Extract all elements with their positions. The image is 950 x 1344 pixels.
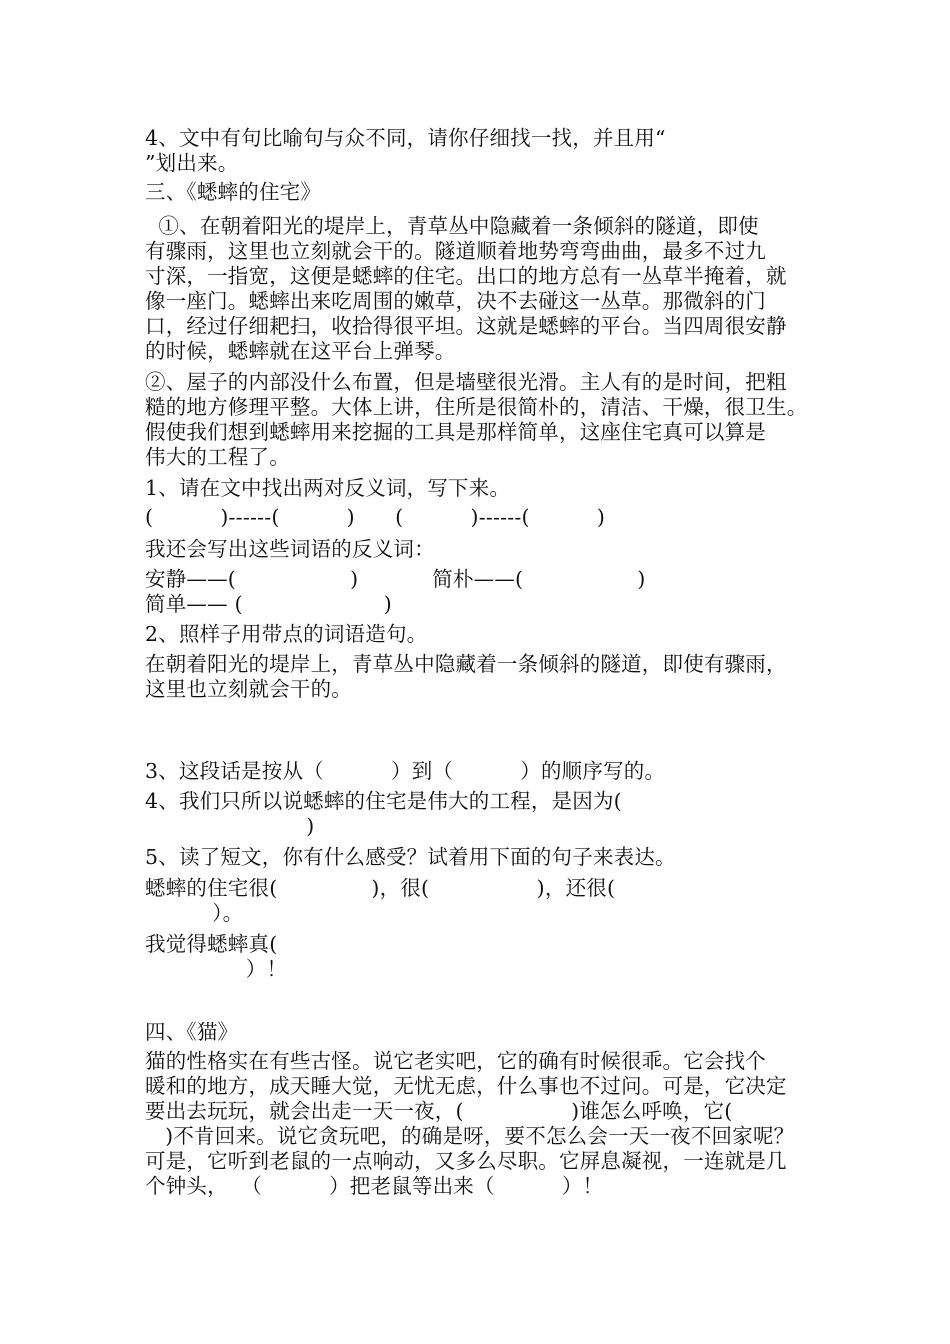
question-5-line-4[interactable]: ）！ xyxy=(145,957,288,981)
passage-line: 的时候，蟋蟀就在这平台上弹琴。 xyxy=(145,339,456,363)
passage-line: 糙的地方修理平整。大体上讲，住所是很简朴的，清洁、干燥，很卫生。 xyxy=(145,395,808,419)
question-3[interactable]: 3、这段话是按从（ ）到（ ）的顺序写的。 xyxy=(145,759,666,783)
question-5-line-2[interactable]: ）。 xyxy=(145,901,244,925)
section-3-heading: 三、《蟋蟀的住宅》 xyxy=(145,180,322,204)
question-5: 5、读了短文，你有什么感受？试着用下面的句子来表达。 xyxy=(145,845,676,869)
passage-line: 寸深，一指宽，这便是蟋蟀的住宅。出口的地方总有一丛草半掩着，就 xyxy=(145,264,787,288)
passage-line: ②、屋子的内部没什么布置，但是墙壁很光滑。主人有的是时间，把粗 xyxy=(145,370,787,394)
passage-line: ①、在朝着阳光的堤岸上，青草丛中隐藏着一条倾斜的隧道，即使 xyxy=(145,214,759,238)
question-2-example-line-2: 这里也立刻就会干的。 xyxy=(145,677,352,701)
passage-line[interactable]: )不肯回来。说它贪玩吧，的确是呀，要不怎么会一天一夜不回家呢？ xyxy=(145,1124,795,1148)
passage-line: 暖和的地方，成天睡大觉，无忧无虑，什么事也不过问。可是，它决定 xyxy=(145,1074,787,1098)
passage-line: 猫的性格实在有些古怪。说它老实吧，它的确有时候很乖。它会找个 xyxy=(145,1049,766,1073)
passage-line: 像一座门。蟋蟀出来吃周围的嫩草，决不去碰这一丛草。那微斜的门 xyxy=(145,289,766,313)
antonym-blanks-row-1[interactable]: 安静——( ) 简朴——( ) xyxy=(145,567,646,591)
antonym-blanks-row-2[interactable]: 简单—— ( ) xyxy=(145,592,392,616)
prev-question-4-line-2: ”划出来。 xyxy=(145,151,239,175)
question-2: 2、照样子用带点的词语造句。 xyxy=(145,622,428,646)
passage-line: 有骤雨，这里也立刻就会干的。隧道顺着地势弯弯曲曲，最多不过九 xyxy=(145,239,766,263)
section-4-heading: 四、《猫》 xyxy=(145,1020,239,1044)
passage-line[interactable]: 个钟头， （ ）把老鼠等出来（ ）！ xyxy=(145,1174,604,1198)
question-5-line-3[interactable]: 我觉得蟋蟀真( xyxy=(145,932,278,956)
passage-line: 伟大的工程了。 xyxy=(145,445,290,469)
passage-line: 假使我们想到蟋蟀用来挖掘的工具是那样简单，这座住宅真可以算是 xyxy=(145,420,766,444)
passage-line: 口，经过仔细耙扫，收拾得很平坦。这就是蟋蟀的平台。当四周很安静 xyxy=(145,314,787,338)
passage-line: 可是，它听到老鼠的一点响动，又多么尽职。它屏息凝视，一连就是几 xyxy=(145,1149,787,1173)
passage-line[interactable]: 要出去玩玩，就会出走一天一夜，( )谁怎么呼唤，它( xyxy=(145,1099,733,1123)
question-1: 1、请在文中找出两对反义词，写下来。 xyxy=(145,476,511,500)
question-1-answer-blanks[interactable]: ( )------( ) ( )------( ) xyxy=(145,505,606,529)
question-1-subprompt: 我还会写出这些词语的反义词： xyxy=(145,537,435,561)
question-2-example-line-1: 在朝着阳光的堤岸上，青草丛中隐藏着一条倾斜的隧道，即使有骤雨， xyxy=(145,652,787,676)
question-4-line-1[interactable]: 4、我们只所以说蟋蟀的住宅是伟大的工程，是因为( xyxy=(145,789,622,813)
prev-question-4-line-1: 4、文中有句比喻句与众不同，请你仔细找一找，并且用“ xyxy=(145,126,666,150)
question-4-line-2[interactable]: ) xyxy=(145,814,315,838)
question-5-line-1[interactable]: 蟋蟀的住宅很( )，很( )，还很( xyxy=(145,876,616,900)
